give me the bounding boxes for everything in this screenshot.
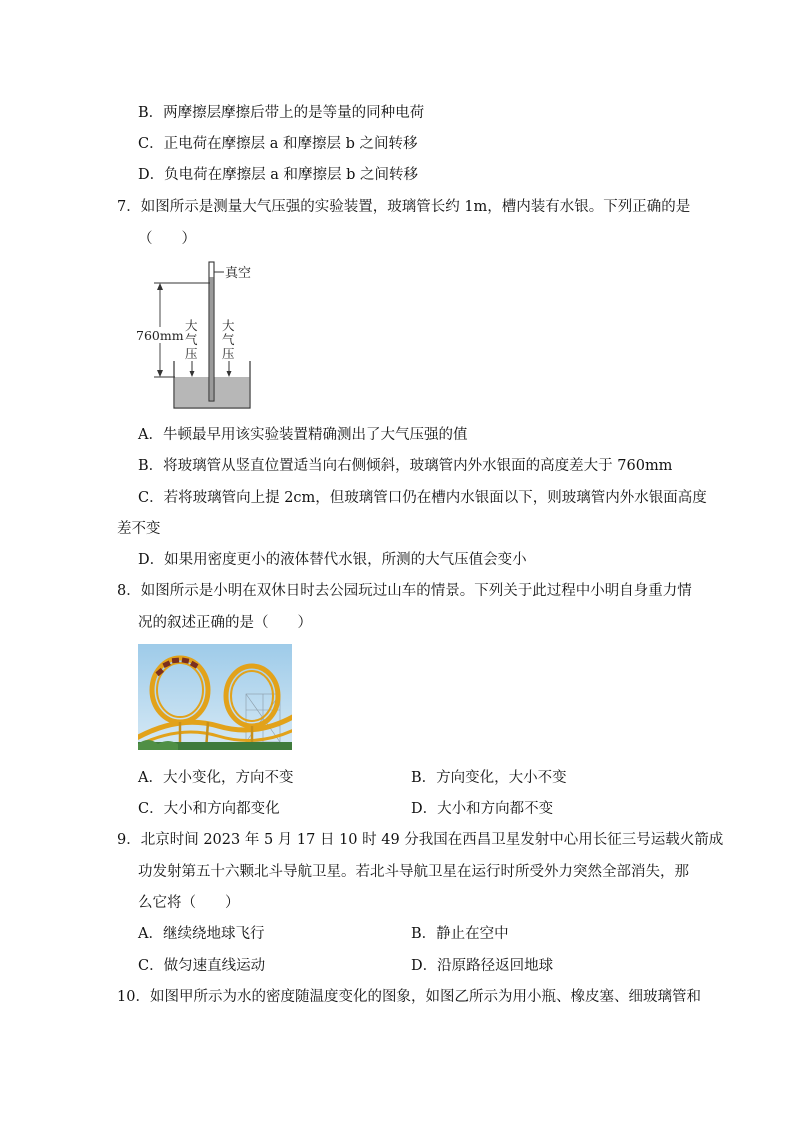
q7-option-c-line2: 差不变 xyxy=(117,521,161,537)
q6-option-d: D．负电荷在摩擦层 a 和摩擦层 b 之间转移 xyxy=(138,167,418,183)
q9-stem-line1: 9．北京时间 2023 年 5 月 17 日 10 时 49 分我国在西昌卫星发射中心用长征三号运载火箭成 xyxy=(117,832,724,848)
pressure-label-left-1: 大 xyxy=(185,318,198,333)
q7-option-d: D．如果用密度更小的液体替代水银，所测的大气压值会变小 xyxy=(138,552,527,568)
q8-option-a: A．大小变化，方向不变 xyxy=(138,770,294,786)
q9-option-a: A．继续绕地球飞行 xyxy=(138,926,265,942)
pressure-label-right-1: 大 xyxy=(222,318,235,333)
vacuum-label: 真空 xyxy=(225,266,252,281)
pressure-label-right-2: 气 xyxy=(222,332,235,347)
q9-option-b: B．静止在空中 xyxy=(411,926,509,942)
q6-option-c: C．正电荷在摩擦层 a 和摩擦层 b 之间转移 xyxy=(138,136,418,152)
pressure-label-left-2: 气 xyxy=(185,332,198,347)
q8-option-b: B．方向变化，大小不变 xyxy=(411,770,567,786)
q9-stem-line3: 么它将（ ） xyxy=(138,895,240,911)
q8-stem-line2: 况的叙述正确的是（ ） xyxy=(138,615,312,631)
q7-stem: 7．如图所示是测量大气压强的实验装置，玻璃管长约 1m，槽内装有水银。下列正确的是 xyxy=(117,199,691,215)
q6-option-b: B．两摩擦层摩擦后带上的是等量的同种电荷 xyxy=(138,105,425,121)
q10-stem-line1: 10．如图甲所示为水的密度随温度变化的图象，如图乙所示为用小瓶、橡皮塞、细玻璃管和 xyxy=(117,989,701,1005)
height-760mm-label: 760mm xyxy=(136,328,184,343)
q7-option-c-line1: C．若将玻璃管向上提 2cm，但玻璃管口仍在槽内水银面以下，则玻璃管内外水银面高度 xyxy=(138,490,707,506)
q7-option-b: B．将玻璃管从竖直位置适当向右侧倾斜，玻璃管内外水银面的高度差大于 760mm xyxy=(138,458,673,474)
q9-option-d: D．沿原路径返回地球 xyxy=(411,958,554,974)
q8-stem-line1: 8．如图所示是小明在双休日时去公园玩过山车的情景。下列关于此过程中小明自身重力情 xyxy=(117,583,692,599)
q7-answer-paren: （ ） xyxy=(138,231,196,247)
q8-option-c: C．大小和方向都变化 xyxy=(138,801,280,817)
q7-option-a: A．牛顿最早用该实验装置精确测出了大气压强的值 xyxy=(138,427,468,443)
q8-option-d: D．大小和方向都不变 xyxy=(411,801,554,817)
barometer-figure xyxy=(130,258,270,412)
pressure-label-left-3: 压 xyxy=(185,346,198,361)
roller-coaster-photo xyxy=(138,644,292,750)
q9-option-c: C．做匀速直线运动 xyxy=(138,958,266,974)
q9-stem-line2: 功发射第五十六颗北斗导航卫星。若北斗导航卫星在运行时所受外力突然全部消失，那 xyxy=(138,864,689,880)
pressure-label-right-3: 压 xyxy=(222,346,235,361)
